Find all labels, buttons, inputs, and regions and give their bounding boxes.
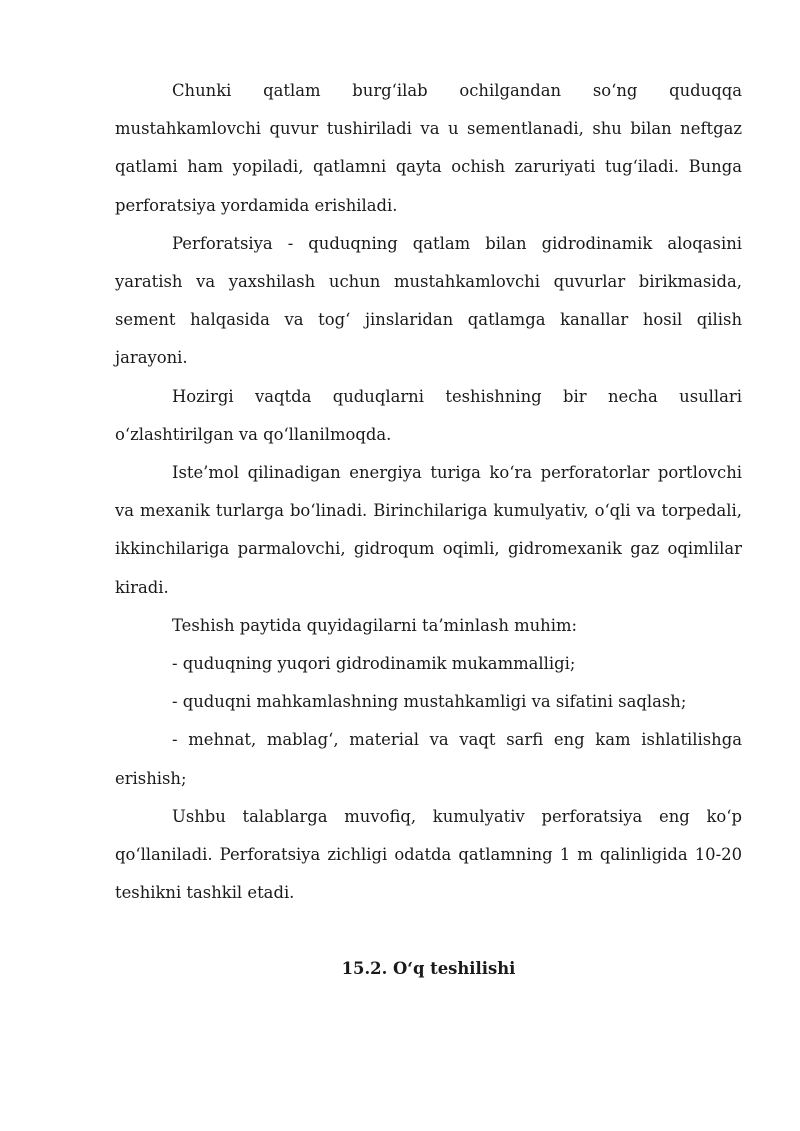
- list-item-hydrodynamic: - quduqning yuqori gidrodinamik mukammalligi;: [172, 654, 576, 674]
- section-heading: 15.2. O‘q teshilishi: [341, 959, 516, 979]
- list-item-casing-strength: - quduqni mahkamlashning mustahkamligi va sifatini saqlash;: [172, 692, 687, 712]
- paragraph-requirements-intro: Teshish paytida quyidagilarni ta’minlash muhim:: [172, 615, 578, 635]
- paragraph-methods: Hozirgi vaqtda quduqlarni teshishning bir necha usullari o‘zlashtirilgan va qo‘llanilmoqda.: [115, 386, 742, 444]
- paragraph-density: Ushbu talablarga muvofiq, kumulyativ perforatsiya eng ko‘p qo‘llaniladi. Perforatsiya zichligi odatda qatlamning 1 m qalinligida 10-20 teshikni tashkil etadi.: [115, 806, 742, 903]
- list-item-minimal-cost: - mehnat, mablag‘, material va vaqt sarfi eng kam ishlatilishga erishish;: [115, 730, 742, 788]
- paragraph-well-casing: Chunki qatlam burg‘ilab ochilgandan so‘ng quduqqa mustahkamlovchi quvur tushiriladi va u sementlanadi, shu bilan neftgaz qatlami ham yopiladi, qatlamni qayta ochish zaruriyati tug‘iladi. Bunga perforatsiya yordamida erishiladi.: [115, 81, 742, 215]
- paragraph-perforation-definition: Perforatsiya - quduqning qatlam bilan gidrodinamik aloqasini yaratish va yaxshilash uchun mustahkamlovchi quvurlar birikmasida, sement halqasida va tog‘ jinslaridan qatlamga kanallar hosil qilish jarayoni.: [115, 233, 742, 368]
- document-page: [115, 72, 742, 989]
- paragraph-perforator-types: Iste’mol qilinadigan energiya turiga ko‘ra perforatorlar portlovchi va mexanik turlarga bo‘linadi. Birinchilariga kumulyativ, o‘qli va torpedali, ikkinchilariga parmalovchi, gidroqum oqimli, gidromexanik gaz oqimlilar kiradi.: [115, 463, 742, 597]
